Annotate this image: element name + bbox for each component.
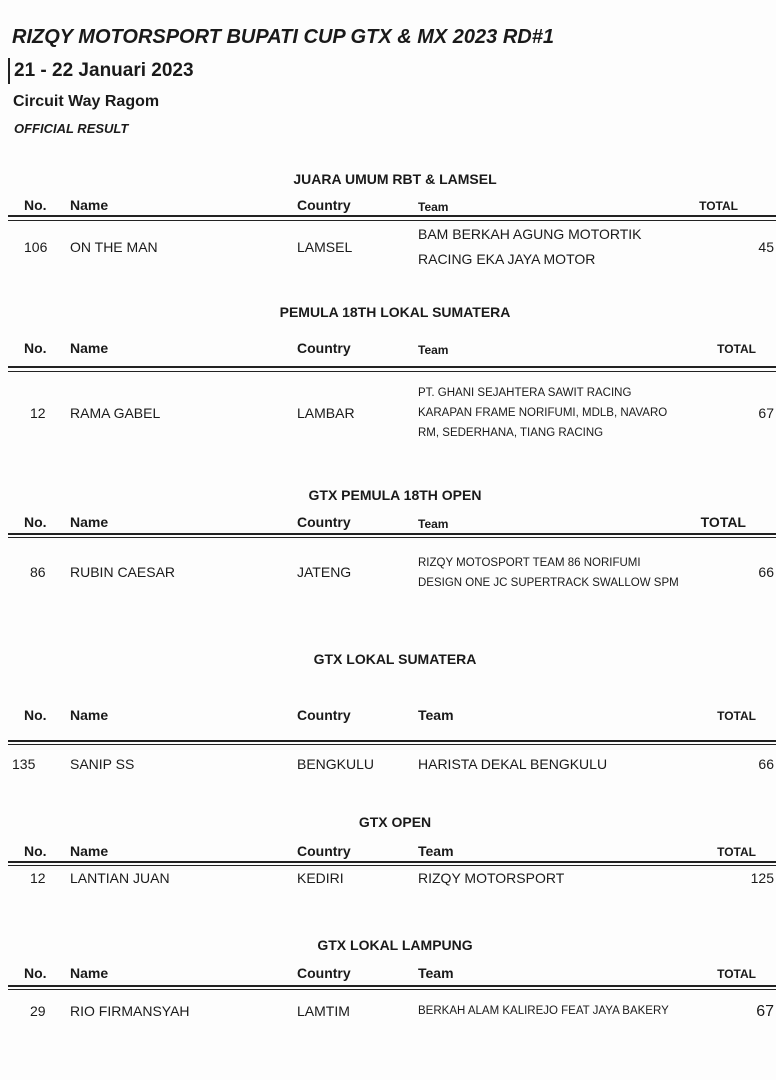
category-title: PEMULA 18TH LOKAL SUMATERA: [279, 304, 511, 320]
header-name: Name: [70, 197, 109, 213]
event-title: RIZQY MOTORSPORT BUPATI CUP GTX & MX 2023 RD#1: [12, 26, 554, 48]
rider-number: 135: [12, 756, 36, 772]
rider-total: 125: [750, 870, 774, 886]
rider-name: RAMA GABEL: [70, 405, 161, 421]
header-no: No.: [24, 965, 47, 981]
event-date: 21 - 22 Januari 2023: [14, 60, 194, 81]
header-country: Country: [297, 340, 351, 356]
rider-number: 12: [30, 870, 46, 886]
category-title: JUARA UMUM RBT & LAMSEL: [293, 171, 497, 187]
rider-name: SANIP SS: [70, 756, 135, 772]
header-team: Team: [418, 965, 454, 981]
category-title: GTX PEMULA 18TH OPEN: [308, 487, 482, 503]
header-no: No.: [24, 843, 47, 859]
rider-name: LANTIAN JUAN: [70, 870, 170, 886]
category-title: GTX LOKAL LAMPUNG: [317, 937, 473, 953]
header-rule: [8, 985, 776, 987]
header-country: Country: [297, 514, 351, 530]
rider-country: KEDIRI: [297, 870, 344, 886]
header-name: Name: [70, 340, 109, 356]
header-team: Team: [418, 517, 449, 531]
header-total: TOTAL: [717, 845, 756, 859]
header-total: TOTAL: [717, 967, 756, 981]
rider-country: LAMBAR: [297, 405, 355, 421]
header-no: No.: [24, 514, 47, 530]
rider-team-line: HARISTA DEKAL BENGKULU: [418, 756, 608, 772]
rider-team-line: RM, SEDERHANA, TIANG RACING: [418, 427, 604, 439]
header-name: Name: [70, 514, 109, 530]
text-cursor: [8, 58, 10, 84]
header-rule: [8, 989, 776, 990]
header-team: Team: [418, 707, 454, 723]
header-total: TOTAL: [717, 342, 756, 356]
rider-country: BENGKULU: [297, 756, 375, 772]
header-rule: [8, 740, 776, 742]
rider-team-line: KARAPAN FRAME NORIFUMI, MDLB, NAVARO: [418, 407, 668, 419]
category-title: GTX OPEN: [358, 814, 432, 830]
header-team: Team: [418, 200, 449, 214]
rider-total: 67: [758, 405, 774, 421]
event-circuit: Circuit Way Ragom: [13, 93, 160, 110]
rider-team-line: PT. GHANI SEJAHTERA SAWIT RACING: [418, 387, 632, 399]
header-rule: [8, 744, 776, 745]
header-no: No.: [24, 707, 47, 723]
header-team: Team: [418, 343, 449, 357]
header-country: Country: [297, 843, 351, 859]
rider-team-line: RIZQY MOTOSPORT TEAM 86 NORIFUMI: [418, 557, 641, 569]
header-name: Name: [70, 965, 109, 981]
header-rule: [8, 371, 776, 372]
rider-country: LAMSEL: [297, 239, 353, 255]
header-total: TOTAL: [699, 199, 738, 213]
header-total: TOTAL: [717, 709, 756, 723]
official-result-label: OFFICIAL RESULT: [14, 121, 129, 136]
header-rule: [8, 533, 776, 535]
header-rule: [8, 861, 776, 863]
rider-total: 45: [758, 239, 774, 255]
rider-total: 66: [758, 564, 774, 580]
rider-total: 66: [758, 756, 774, 772]
header-rule: [8, 366, 776, 368]
rider-number: 106: [24, 239, 48, 255]
rider-country: JATENG: [297, 564, 352, 580]
rider-number: 12: [30, 405, 46, 421]
header-country: Country: [297, 197, 351, 213]
rider-team-line: BAM BERKAH AGUNG MOTORTIK: [418, 226, 642, 242]
header-rule: [8, 220, 776, 221]
header-rule: [8, 865, 776, 866]
category-title: GTX LOKAL SUMATERA: [313, 651, 477, 667]
header-no: No.: [24, 340, 47, 356]
header-total: TOTAL: [700, 514, 746, 530]
rider-number: 29: [30, 1003, 46, 1019]
rider-name: ON THE MAN: [70, 239, 158, 255]
rider-number: 86: [30, 564, 46, 580]
header-no: No.: [24, 197, 47, 213]
header-country: Country: [297, 965, 351, 981]
rider-name: RUBIN CAESAR: [70, 564, 176, 580]
header-name: Name: [70, 843, 109, 859]
rider-team-line: DESIGN ONE JC SUPERTRACK SWALLOW SPM: [418, 577, 679, 589]
rider-team-line: RIZQY MOTORSPORT: [418, 870, 565, 886]
rider-country: LAMTIM: [297, 1003, 350, 1019]
rider-total: 67: [756, 1003, 774, 1020]
header-country: Country: [297, 707, 351, 723]
rider-team-line: RACING EKA JAYA MOTOR: [418, 251, 596, 267]
header-rule: [8, 215, 776, 217]
header-name: Name: [70, 707, 109, 723]
header-team: Team: [418, 843, 454, 859]
rider-name: RIO FIRMANSYAH: [70, 1003, 190, 1019]
rider-team-line: BERKAH ALAM KALIREJO FEAT JAYA BAKERY: [418, 1005, 669, 1017]
header-rule: [8, 537, 776, 538]
